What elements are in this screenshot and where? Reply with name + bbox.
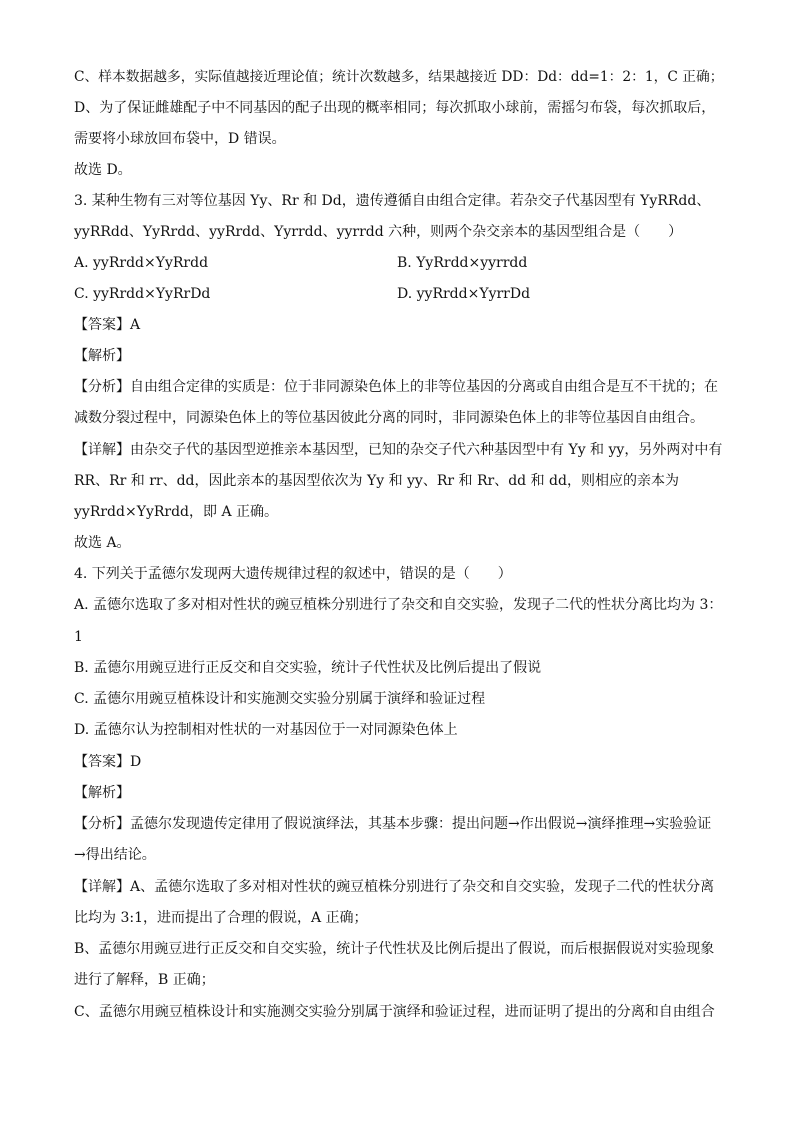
q3-option-a: A. yyRrdd×YyRrdd [74, 255, 209, 271]
q3-detail-cont: RR、Rr 和 rr、dd，因此亲本的基因型依次为 Yy 和 yy、Rr 和 Rr、dd 和 dd，则相应的亲本为 [74, 473, 679, 489]
q3-option-b: B. YyRrdd×yyrrdd [397, 255, 528, 271]
q2-option-d-explanation: D、为了保证雌雄配子中不同基因的配子出现的概率相同；每次抓取小球前，需摇匀布袋，每次抓取后， [74, 100, 716, 116]
q3-analysis-heading: 【解析】 [74, 348, 130, 364]
q4-option-d: D. 孟德尔认为控制相对性状的一对基因位于一对同源染色体上 [74, 722, 458, 738]
q4-detail-b: B、孟德尔用豌豆进行正反交和自交实验，统计子代性状及比例后提出了假说，而后根据假说对实验现象 [74, 941, 715, 957]
q4-answer: 【答案】D [74, 754, 142, 770]
q3-analysis: 【分析】自由组合定律的实质是：位于非同源染色体上的非等位基因的分离或自由组合是互不干扰的；在 [74, 379, 718, 395]
q4-analysis-cont: →得出结论。 [74, 847, 156, 863]
q3-option-c: C. yyRrdd×YyRrDd [74, 286, 211, 302]
q4-detail-b-cont: 进行了解释，B 正确； [74, 972, 215, 988]
q3-answer: 【答案】A [74, 317, 141, 333]
q3-analysis-cont: 减数分裂过程中，同源染色体上的等位基因彼此分离的同时，非同源染色体上的非等位基因自由组合。 [74, 410, 704, 426]
q4-analysis: 【分析】孟德尔发现遗传定律用了假说演绎法，其基本步骤：提出问题→作出假说→演绎推理→实验验证 [74, 816, 712, 832]
q2-conclusion: 故选 D。 [74, 162, 132, 178]
q3-option-d: D. yyRrdd×YyrrDd [397, 286, 531, 302]
q2-option-c-explanation: C、样本数据越多，实际值越接近理论值；统计次数越多，结果越接近 DD：Dd：dd=1：2：1，C 正确； [74, 69, 724, 85]
q4-detail-c: C、孟德尔用豌豆植株设计和实施测交实验分别属于演绎和验证过程，进而证明了提出的分离和自由组合 [74, 1004, 715, 1020]
q4-option-c: C. 孟德尔用豌豆植株设计和实施测交实验分别属于演绎和验证过程 [74, 691, 486, 707]
q4-detail-a: 【详解】A、孟德尔选取了多对相对性状的豌豆植株分别进行了杂交和自交实验，发现子二代的性状分离 [74, 879, 715, 895]
q3-stem-cont: yyRRdd、YyRrdd、yyRrdd、Yyrrdd、yyrrdd 六种，则两个杂交亲本的基因型组合是（ ） [74, 224, 683, 240]
q3-conclusion: 故选 A。 [74, 535, 131, 551]
q3-stem: 3. 某种生物有三对等位基因 Yy、Rr 和 Dd，遗传遵循自由组合定律。若杂交子代基因型有 YyRRdd、 [74, 193, 711, 209]
q4-analysis-heading: 【解析】 [74, 785, 130, 801]
q4-option-a: A. 孟德尔选取了多对相对性状的豌豆植株分别进行了杂交和自交实验，发现子二代的性状分离比均为 3： [74, 597, 723, 613]
q4-option-a-cont: 1 [74, 629, 83, 645]
q3-detail-cont2: yyRrdd×YyRrdd，即 A 正确。 [74, 504, 279, 520]
q4-stem: 4. 下列关于孟德尔发现两大遗传规律过程的叙述中，错误的是（ ） [74, 566, 512, 582]
q2-option-d-explanation-cont: 需要将小球放回布袋中，D 错误。 [74, 131, 286, 147]
q4-option-b: B. 孟德尔用豌豆进行正反交和自交实验，统计子代性状及比例后提出了假说 [74, 660, 542, 676]
q4-detail-a-cont: 比均为 3:1，进而提出了合理的假说，A 正确； [74, 910, 368, 926]
q3-detail: 【详解】由杂交子代的基因型逆推亲本基因型，已知的杂交子代六种基因型中有 Yy 和 yy，另外两对中有 [74, 442, 723, 458]
